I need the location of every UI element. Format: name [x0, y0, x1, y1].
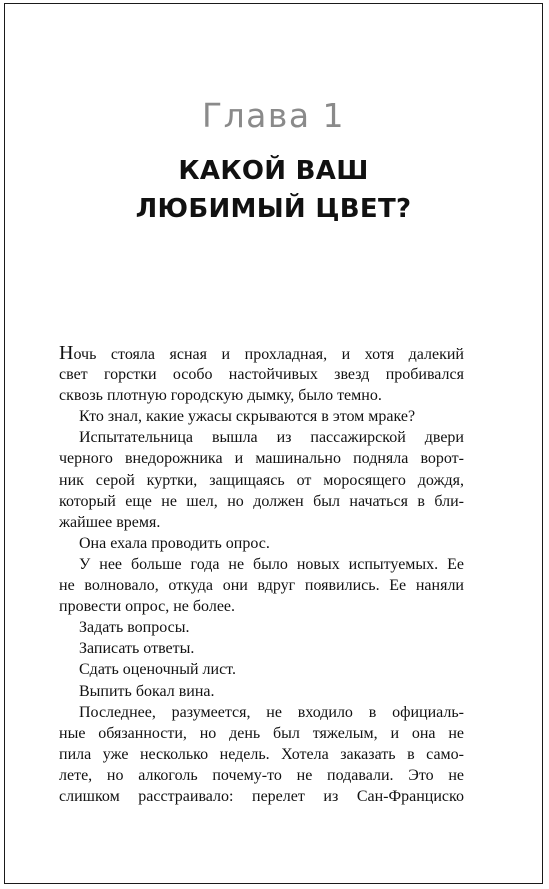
text-line: свет горстки особо настойчивых звезд пробивался: [59, 366, 464, 384]
text-line: Записать ответы.: [79, 640, 195, 658]
text-line: Испытательница вышла из пассажирской двери: [79, 429, 464, 447]
text-line: жайшее время.: [59, 513, 161, 531]
chapter-title: [5, 152, 542, 228]
text-line: лете, но алкоголь почему-то не подавали. Это не: [59, 766, 464, 784]
text-line: Ночь стояла ясная и прохладная, и хотя далекий: [59, 342, 464, 364]
text-line: Последнее, разумеется, не входило в официаль-: [79, 703, 464, 721]
text-line: не волновало, откуда они вдруг появились. Ее наняли: [59, 577, 464, 595]
text-line: слишком расстраивало: перелет из Сан-Франциско: [59, 787, 464, 805]
text-line: Сдать оценочный лист.: [79, 661, 236, 679]
chapter-label: Глава 1: [201, 96, 346, 135]
text-line: провести опрос, не более.: [59, 598, 236, 616]
text-line: Она ехала проводить опрос.: [79, 534, 270, 552]
text-line: ник серой куртки, защищаясь от моросящего дождя,: [59, 471, 464, 489]
text-line: Кто знал, какие ужасы скрываются в этом мраке?: [79, 408, 416, 426]
text-line: пила уже несколько недель. Хотела заказать в само-: [59, 745, 464, 763]
text-line: который еще не шел, но должен был начаться в бли-: [59, 492, 464, 510]
chapter-body-text: [59, 343, 464, 807]
text-line: Задать вопросы.: [79, 619, 190, 637]
book-page: [4, 3, 543, 884]
text-line: черного внедорожника и машинально подняла ворот-: [59, 450, 464, 468]
text-line: сквозь плотную городскую дымку, было темно.: [59, 387, 382, 405]
text-line: ные обязанности, но день был тяжелым, и она не: [59, 724, 464, 742]
text-line: У нее больше года не было новых испытуемых. Ее: [79, 555, 464, 573]
chapter-title-line-2: ЛЮБИМЫЙ ЦВЕТ?: [135, 194, 412, 224]
first-letter: Н: [59, 342, 74, 364]
text-line: Выпить бокал вина.: [79, 682, 215, 700]
chapter-title-line-1: КАКОЙ ВАШ: [178, 156, 369, 186]
